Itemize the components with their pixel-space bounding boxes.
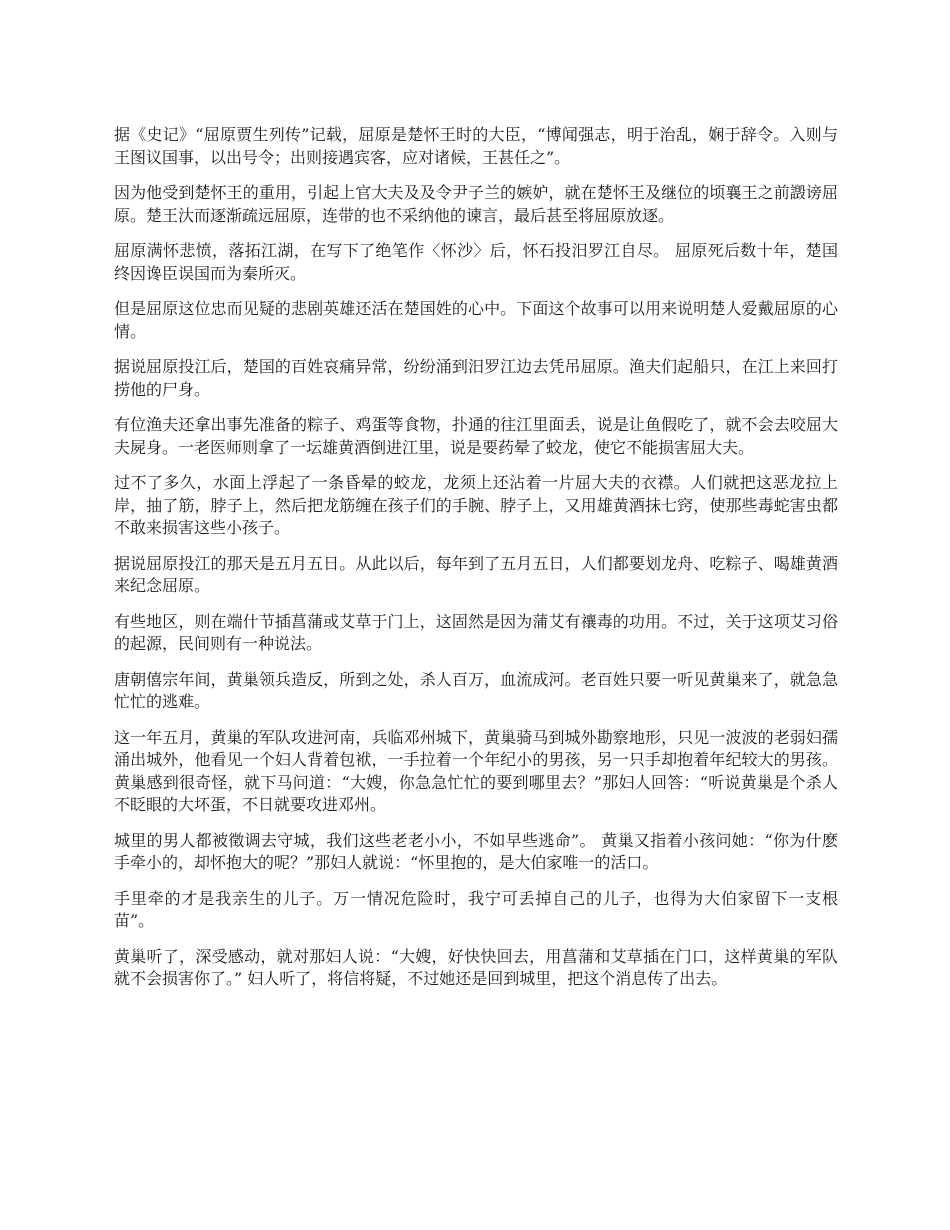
- paragraph: 据说屈原投江的那天是五月五日。从此以后，每年到了五月五日，人们都要划龙舟、吃粽子、喝雄黄酒来纪念屈原。: [114, 553, 838, 595]
- paragraph: 过不了多久，水面上浮起了一条昏晕的蛟龙，龙须上还沾着一片屈大夫的衣襟。人们就把这恶龙拉上岸，抽了筋，脖子上，然后把龙筋缠在孩子们的手腕、脖子上，又用雄黄酒抹七窍，使那些毒蛇害虫都不敢来损害这些小孩子。: [114, 473, 838, 537]
- paragraph: 但是屈原这位忠而见疑的悲剧英雄还活在楚国姓的心中。下面这个故事可以用来说明楚人爱戴屈原的心情。: [114, 299, 838, 341]
- paragraph: 因为他受到楚怀王的重用，引起上官大夫及及令尹子兰的嫉妒，就在楚怀王及继位的顷襄王之前譭谤屈原。楚王汏而逐渐疏远屈原，连带的也不采纳他的谏言，最后甚至将屈原放逐。: [114, 183, 838, 225]
- paragraph: 屈原满怀悲愤，落拓江湖，在写下了绝笔作〈怀沙〉后，怀石投汨罗江自尽。 屈原死后数十年，楚国终因谗臣误国而为秦所灭。: [114, 241, 838, 283]
- paragraph: 有位渔夫还拿出事先准备的粽子、鸡蛋等食物，扑通的往江里面丢，说是让鱼假吃了，就不会去咬屈大夫屍身。一老医师则拿了一坛雄黄酒倒进江里，说是要药晕了蛟龙，使它不能损害屈大夫。: [114, 415, 838, 457]
- paragraph: 有些地区，则在端什节插菖蒲或艾草于门上，这固然是因为蒲艾有禳毒的功用。不过，关于这项艾习俗的起源，民间则有一种说法。: [114, 611, 838, 653]
- paragraph: 据《史记》“屈原贾生列传”记载，屈原是楚怀王时的大臣，“博闻强志，明于治乱，娴于辞令。入则与王图议国事，以出号令；出则接遇宾客，应对诸候，王甚任之”。: [114, 125, 838, 167]
- paragraph: 手里牵的才是我亲生的儿子。万一情况危险时，我宁可丢掉自己的儿子，也得为大伯家留下一支根苗”。: [114, 888, 838, 930]
- paragraph: 这一年五月，黄巢的军队攻进河南，兵临邓州城下，黄巢骑马到城外勘察地形，只见一波波的老弱妇孺涌出城外，他看见一个妇人背着包袱，一手拉着一个年纪小的男孩，另一只手却抱着年纪较大的男孩。黄巢感到很奇怪，就下马问道：“大嫂，你急急忙忙的要到哪里去？”那妇人回答：“听说黄巢是个杀人不眨眼的大坏蛋，不日就要攻进邓州。: [114, 727, 838, 814]
- paragraph: 城里的男人都被徵调去守城，我们这些老老小小，不如早些逃命”。 黄巢又指着小孩问她：“你为什麽手牵小的，却怀抱大的呢？”那妇人就说：“怀里抱的，是大伯家唯一的活口。: [114, 830, 838, 872]
- paragraph: 唐朝僖宗年间，黄巢领兵造反，所到之处，杀人百万，血流成河。老百姓只要一听见黄巢来了，就急急忙忙的逃难。: [114, 669, 838, 711]
- paragraph: 据说屈原投江后，楚国的百姓哀痛异常，纷纷涌到汨罗江边去凭吊屈原。渔夫们起船只，在江上来回打捞他的尸身。: [114, 357, 838, 399]
- document-body: [114, 124, 838, 1004]
- paragraph: 黄巢听了，深受感动，就对那妇人说：“大嫂，好快快回去，用菖蒲和艾草插在门口，这样黄巢的军队就不会损害你了。” 妇人听了，将信将疑，不过她还是回到城里，把这个消息传了出去。: [114, 946, 838, 988]
